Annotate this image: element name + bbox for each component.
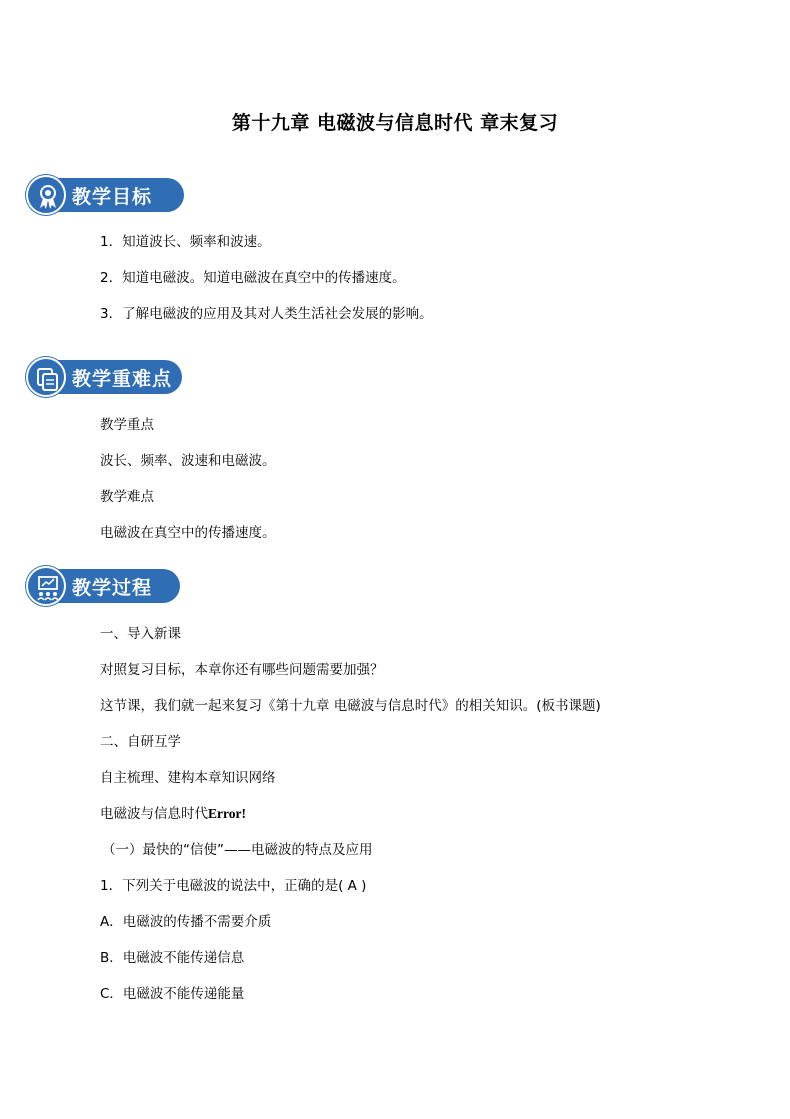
question-option: B．电磁波不能传递信息 [100, 950, 245, 966]
question-option: C．电磁波不能传递能量 [100, 986, 245, 1002]
section-banner-key-points [26, 357, 184, 397]
section-banner-process [26, 566, 184, 606]
question-option: A．电磁波的传播不需要介质 [100, 914, 272, 930]
section-banner-objectives [26, 175, 184, 215]
key-point-item: 电磁波在真空中的传播速度。 [100, 525, 276, 541]
process-item: 自主梳理、建构本章知识网络 [100, 770, 276, 786]
page-title: 第十九章 电磁波与信息时代 章末复习 [231, 112, 559, 134]
process-item: 对照复习目标，本章你还有哪些问题需要加强？ [100, 662, 384, 678]
process-item: 二、自研互学 [100, 734, 181, 750]
error-line-prefix: 电磁波与信息时代 [100, 806, 208, 822]
objective-item: 3．了解电磁波的应用及其对人类生活社会发展的影响。 [100, 306, 433, 322]
key-point-item: 教学重点 [100, 417, 154, 433]
process-item: 这节课，我们就一起来复习《第十九章 电磁波与信息时代》的相关知识。(板书课题) [100, 698, 601, 714]
section-title-key-points: 教学重难点 [72, 368, 173, 390]
process-item-error [100, 802, 246, 822]
award-ribbon-icon [26, 175, 66, 215]
section-title-process: 教学过程 [72, 577, 153, 599]
key-point-item: 波长、频率、波速和电磁波。 [100, 453, 276, 469]
question-stem: 1．下列关于电磁波的说法中，正确的是( A ) [100, 878, 367, 894]
documents-icon [26, 357, 66, 397]
objective-item: 2．知道电磁波。知道电磁波在真空中的传播速度。 [100, 270, 406, 286]
presentation-audience-icon [26, 566, 66, 606]
error-line-suffix: Error! [208, 806, 246, 821]
objective-item: 1．知道波长、频率和波速。 [100, 234, 271, 250]
process-item: （一）最快的“信使”——电磁波的特点及应用 [102, 842, 373, 858]
process-item: 一、导入新课 [100, 626, 181, 642]
section-title-objectives: 教学目标 [72, 186, 153, 208]
key-point-item: 教学难点 [100, 489, 154, 505]
